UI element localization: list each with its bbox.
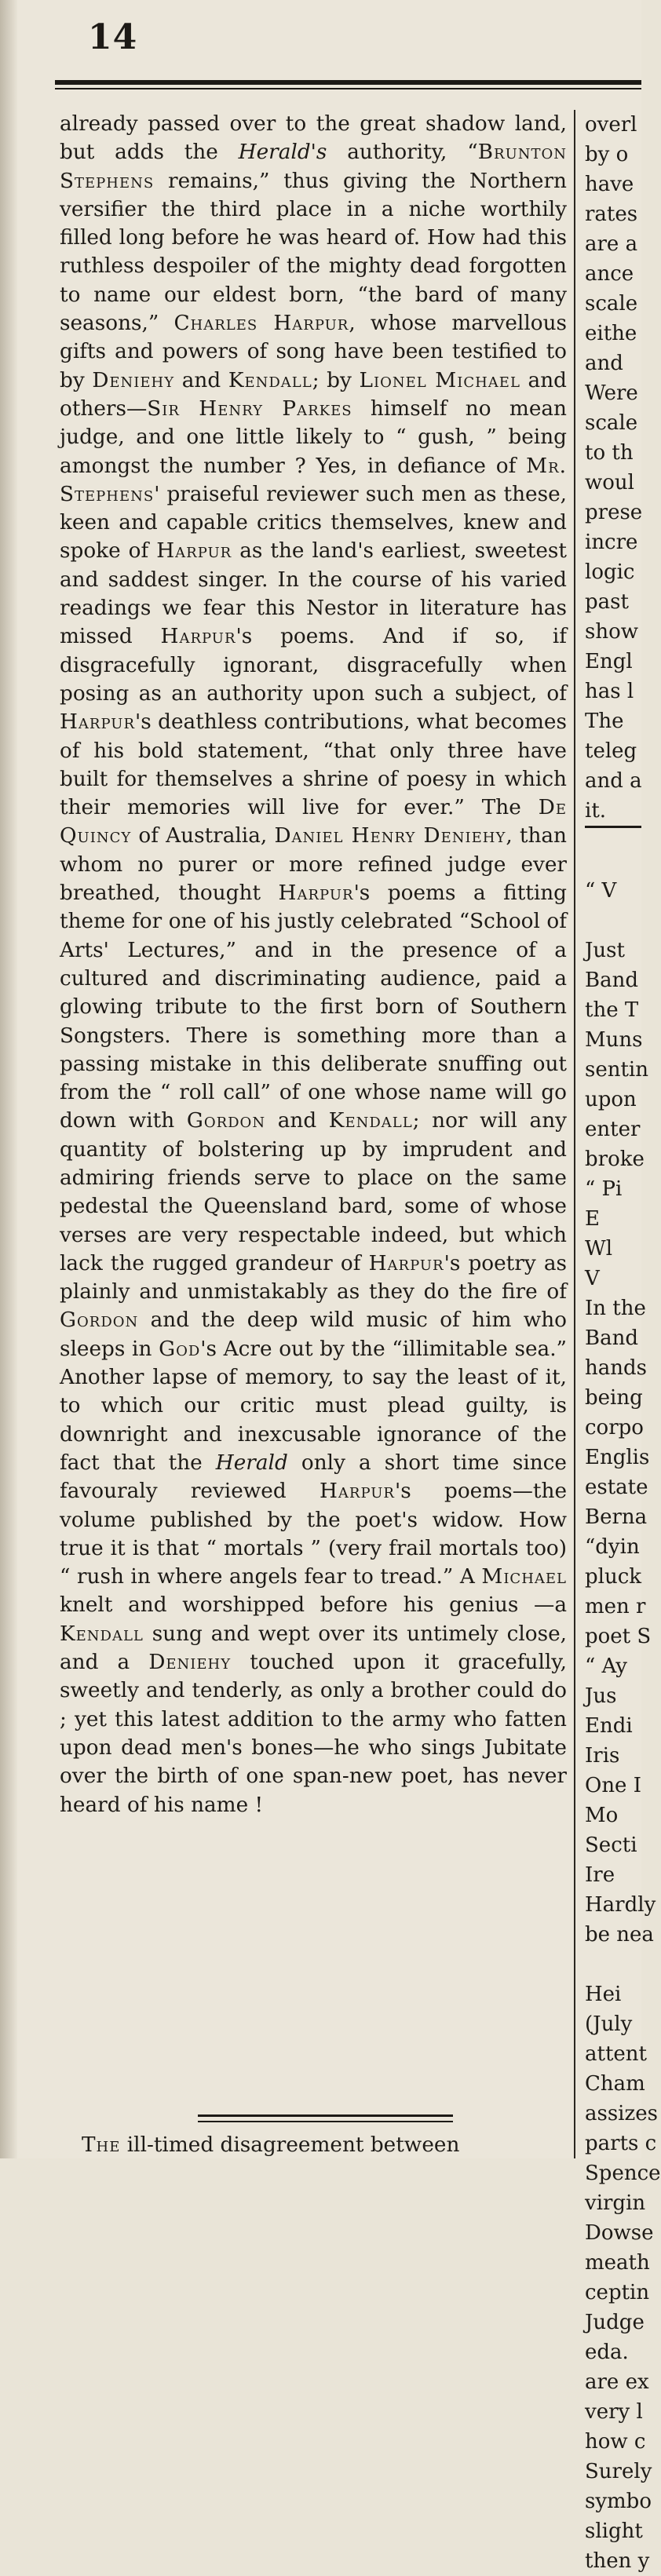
small-caps-name: Harpur — [278, 881, 354, 906]
right-column-line: corpo — [585, 1416, 644, 1439]
right-column-rule — [585, 826, 641, 828]
next-article-opening — [82, 2131, 568, 2159]
text-run: touched upon it gracefully, sweetly and tenderly, as only a brother could do ; yet this latest addition to the army who fatten upon dead men's bones—he who sings Jubitate over the birth of one span-new poet, has never heard of his name ! — [60, 1651, 567, 1817]
right-column-line: Spence — [585, 2162, 661, 2185]
right-column-line: men r — [585, 1595, 646, 1618]
right-column-line: Hei — [585, 1983, 622, 2006]
right-column-line: being — [585, 1386, 643, 1410]
article-end-rule-thick — [198, 2114, 453, 2117]
right-column-line: rates — [585, 203, 638, 226]
right-column-line: Band — [585, 1326, 638, 1350]
text-run: ' praiseful reviewer such men as these, keen and capable critics themselves, knew and spoke of — [60, 482, 567, 564]
right-column-line: and — [585, 352, 623, 375]
right-column-line: Wl — [585, 1237, 613, 1261]
text-run: , whose marvellous gifts and powers of song have been testified to by — [60, 312, 568, 392]
italic-text: Herald's — [238, 140, 327, 165]
right-column-line: woul — [585, 471, 634, 494]
text-run: himself no mean judge, and one little likely to “ gush, ” being amongst the number ? Yes, in defiance of — [60, 396, 567, 478]
text-run: and the deep wild music of him who sleeps in — [60, 1308, 567, 1361]
right-column-line: V — [585, 1267, 600, 1290]
right-column-line: very l — [585, 2400, 643, 2424]
right-column-line: be nea — [585, 1923, 654, 1947]
right-column-line: Ire — [585, 1863, 615, 1887]
text-run: 's poems—the volume published by the poet's widow. How true it is that “ mortals ” (very frail mortals too) “ rush in where angels fear to tread.” A — [60, 1480, 568, 1589]
right-column-line: show — [585, 620, 638, 644]
right-column-line: Dowse — [585, 2221, 654, 2245]
small-caps-name: Mr. Stephens — [60, 454, 567, 506]
text-run: 's poems. And if so, if disgracefully ignorant, disgracefully when posing as an authority upon such a subject, of — [60, 625, 567, 706]
right-column-line: have — [585, 173, 634, 196]
small-caps-name: Deniehy — [148, 1651, 232, 1675]
column-divider — [574, 110, 575, 2158]
right-column-line: Iris — [585, 1744, 620, 1768]
right-column-line: Were — [585, 381, 638, 405]
right-column-line: slight — [585, 2519, 643, 2543]
right-column-line: Secti — [585, 1833, 637, 1857]
header-rule-thick — [55, 80, 641, 85]
right-column-line: Band — [585, 969, 638, 992]
right-column-line: it. — [585, 799, 607, 823]
right-column-line: Endi — [585, 1714, 633, 1738]
right-column-line: past — [585, 590, 629, 614]
small-caps-name: Gordon — [186, 1109, 266, 1133]
right-column-line: prese — [585, 501, 643, 524]
small-caps-name: Harpur — [319, 1480, 395, 1504]
right-column-line: “ Pi — [585, 1177, 623, 1201]
right-column-line: has l — [585, 680, 634, 703]
right-column-line: how c — [585, 2430, 646, 2454]
right-column-line: Hardly — [585, 1893, 656, 1917]
right-column-line: (July — [585, 2012, 633, 2036]
right-column-top-lines — [585, 110, 641, 826]
small-caps-name: Kendall — [60, 1622, 144, 1646]
text-run: authority, “ — [327, 140, 478, 165]
text-run: 's poems a fitting theme for one of his justly celebrated “School of Arts' Lectures,” and in the presence of a cultured and discriminating audience, paid a glowing tribute to the first born of Southern Songsters. There is something more than a passing mistake in this deliberate snuffing out from the “ roll call” of one whose name will go down with — [60, 881, 568, 1133]
text-run: 's deathless contributions, what becomes of his bold statement, “that only three have built for themselves a shrine of poesy in which their memories will live for ever.” The — [60, 710, 567, 820]
header-rule-thin — [55, 88, 641, 89]
article-end-rule-thin — [198, 2121, 453, 2122]
small-caps-name: Harpur — [156, 539, 232, 564]
right-column-line: incre — [585, 531, 638, 554]
right-column-line: meath — [585, 2251, 650, 2275]
page-number: 14 — [88, 17, 138, 57]
right-column-line: teleg — [585, 739, 637, 763]
page-fold-shadow — [0, 0, 17, 2158]
main-article-column — [60, 110, 567, 1819]
right-column-line: broke — [585, 1148, 645, 1171]
small-caps-name: Lionel Michael — [359, 368, 520, 392]
right-column-lower-lines — [585, 876, 661, 2576]
right-column-line: “ V — [585, 879, 617, 903]
right-column-line: to th — [585, 441, 634, 465]
text-run: and — [265, 1109, 329, 1133]
right-column-cropped — [585, 110, 661, 2576]
next-article-lead: The — [82, 2133, 121, 2157]
text-run: and — [174, 368, 228, 392]
right-column-line: the T — [585, 998, 639, 1022]
text-run: 's Acre out by the “illimitable sea.” Another lapse of memory, to say the least of it, to which our critic must plead guilty, is downright and inexcusable ignorance of the fact that the — [60, 1337, 567, 1475]
text-run: and others— — [60, 368, 567, 421]
text-run: 's poetry as plainly and unmistakably as they do the fire of — [60, 1251, 567, 1304]
right-column-line: Cham — [585, 2072, 645, 2096]
small-caps-name: Michael — [481, 1565, 567, 1589]
right-column-line: hands — [585, 1356, 647, 1380]
text-run: , than whom no purer or more refined judge ever breathed, thought — [60, 824, 567, 906]
text-run: of Australia, — [131, 824, 275, 848]
article-body — [60, 110, 567, 1819]
right-column-line: logic — [585, 560, 635, 584]
right-column-line: attent — [585, 2042, 647, 2066]
text-run: ; by — [312, 368, 360, 392]
small-caps-name: Sir Henry Parkes — [147, 396, 352, 421]
right-column-line: Muns — [585, 1028, 643, 1052]
small-caps-name: Harpur — [368, 1251, 444, 1275]
right-column-line: Mo — [585, 1804, 619, 1827]
right-column-line: eda. — [585, 2341, 629, 2364]
right-column-line: sentin — [585, 1058, 648, 1082]
small-caps-name: God — [159, 1337, 201, 1361]
right-column-line: The — [585, 710, 624, 733]
right-column-line: estate — [585, 1476, 648, 1499]
text-run: as the land's earliest, sweetest and saddest singer. In the course of his varied readings we fear this Nestor in literature has missed — [60, 539, 567, 649]
right-column-line: and a — [585, 769, 642, 793]
small-caps-name: Harpur — [160, 625, 236, 649]
right-column-line: are ex — [585, 2370, 649, 2394]
right-column-line: Engl — [585, 650, 633, 673]
right-column-line: poet S — [585, 1625, 652, 1648]
small-caps-name: Kendall — [228, 368, 312, 392]
right-column-line — [585, 1950, 641, 1979]
right-column-line: ceptin — [585, 2281, 650, 2304]
right-column-line: virgin — [585, 2191, 646, 2215]
right-column-line: scale — [585, 411, 638, 435]
right-column-gap — [585, 826, 641, 876]
right-column-line: then y — [585, 2549, 650, 2573]
right-column-line: Judge — [585, 2311, 645, 2334]
right-column-line: Berna — [585, 1505, 648, 1529]
right-column-line: enter — [585, 1118, 641, 1141]
small-caps-name: Gordon — [60, 1308, 139, 1333]
right-column-line — [585, 906, 641, 936]
right-column-line: overl — [585, 113, 637, 137]
next-article-text: ill-timed disagreement between — [120, 2133, 460, 2157]
right-column-line: Jus — [585, 1684, 617, 1708]
right-column-line: Just — [585, 939, 625, 962]
text-run: already passed over to the great shadow land, but adds the — [60, 112, 567, 165]
right-column-line: In the — [585, 1297, 646, 1320]
text-run: remains,” thus giving the Northern versifier the third place in a niche worthily filled long before he was heard of. How had this ruthless despoiler of the mighty dead forgotten to name our eldest born, “the bard of many seasons,” — [60, 169, 567, 336]
small-caps-name: Harpur — [60, 710, 136, 735]
right-column-line: One I — [585, 1774, 641, 1797]
small-caps-name: De Quincy — [60, 796, 567, 848]
small-caps-name: Kendall — [328, 1109, 413, 1133]
right-column-line: symbo — [585, 2490, 652, 2513]
right-column-line: scale — [585, 292, 638, 316]
small-caps-name: Deniehy — [92, 368, 175, 392]
right-column-line: ance — [585, 262, 634, 286]
text-run: ; nor will any quantity of bolstering up by imprudent and admiring friends serve to place on the same pedestal the Queensland bard, some of whose verses are very respectable indeed, but which lack the rugged grandeur of — [60, 1109, 567, 1275]
right-column-line: pluck — [585, 1565, 642, 1589]
small-caps-name: Daniel Henry Deniehy — [274, 824, 506, 848]
small-caps-name: Brunton Stephens — [60, 140, 567, 193]
right-column-line: parts c — [585, 2132, 657, 2155]
right-column-line: assizes — [585, 2102, 658, 2125]
right-column-line: upon — [585, 1088, 637, 1111]
right-column-line: Englis — [585, 1446, 650, 1469]
right-column-line: “dyin — [585, 1535, 640, 1559]
right-column-line: E — [585, 1207, 600, 1231]
text-run: sung and wept over its untimely close, and a — [60, 1622, 567, 1675]
right-column-line: by o — [585, 143, 629, 166]
right-column-line: eithe — [585, 322, 637, 345]
italic-text: Herald — [215, 1450, 288, 1475]
text-run: only a short time since favouraly reviewed — [60, 1450, 567, 1504]
text-run: knelt and worshipped before his genius —a — [60, 1593, 567, 1618]
right-column-line: “ Ay — [585, 1655, 627, 1678]
right-column-line: Surely — [585, 2460, 652, 2483]
small-caps-name: Charles Harpur — [173, 312, 349, 336]
right-column-line: are a — [585, 232, 638, 256]
